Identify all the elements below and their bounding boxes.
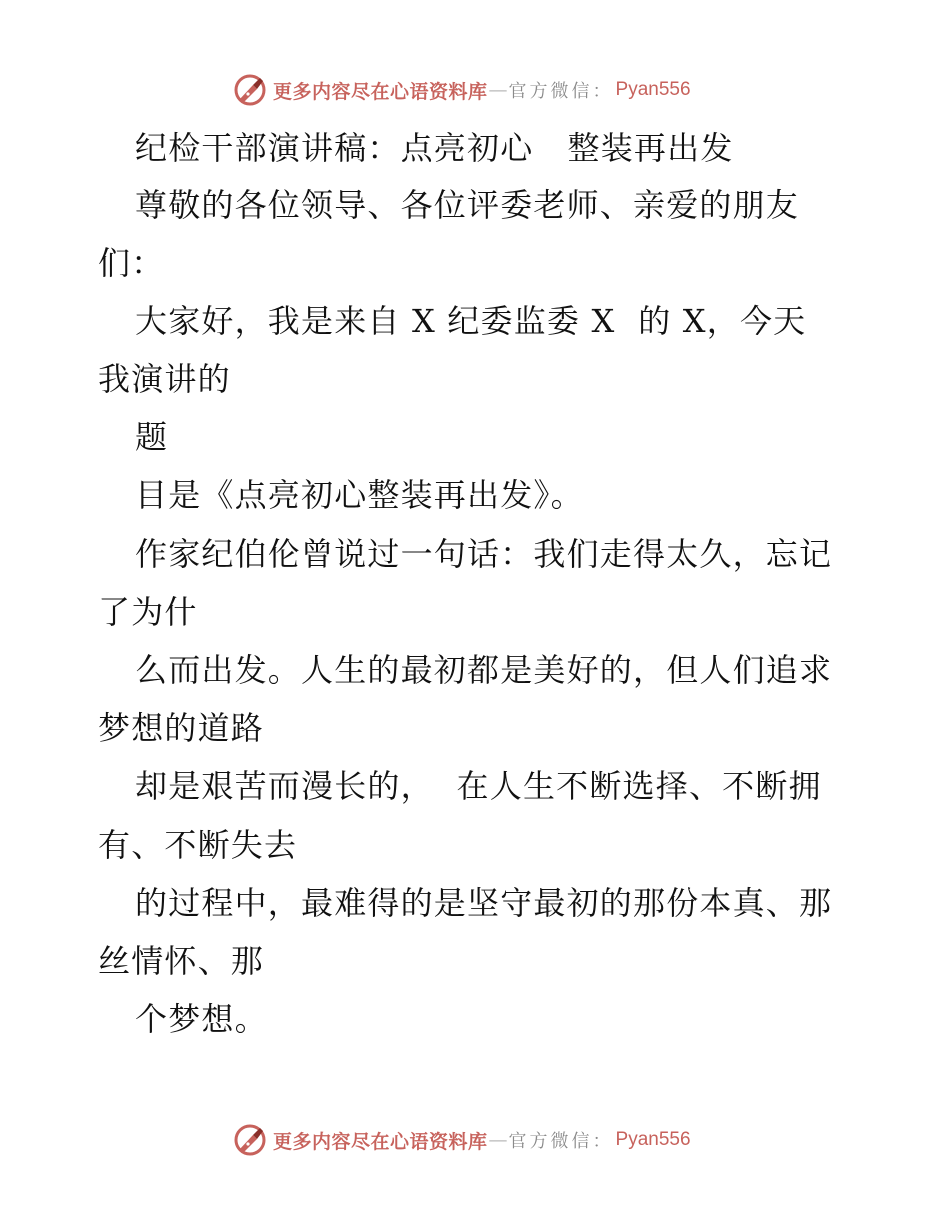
pen-nib-logo-icon: [233, 1123, 267, 1157]
paragraph-line: 尊敬的各位领导、各位评委老师、亲爱的朋友: [135, 186, 800, 224]
paragraph-line: 作家纪伯伦曾说过一句话：我们走得太久，忘记: [135, 535, 833, 573]
paragraph-line: 有、不断失去: [98, 826, 298, 864]
paragraph-line: 大家好，我是来自 X 纪委监委 X 的 X，今天: [135, 302, 807, 340]
footer-official-label: 官方微信：: [508, 1131, 614, 1152]
pen-nib-logo-icon: [233, 73, 267, 107]
paragraph-line: 个梦想。: [135, 1000, 268, 1038]
paragraph-line: 的过程中，最难得的是坚守最初的那份本真、那: [135, 884, 833, 922]
paragraph-line: 却是艰苦而漫长的， 在人生不断选择、不断拥: [135, 767, 822, 805]
header-banner: [233, 72, 691, 108]
paragraph-line: 梦想的道路: [98, 709, 265, 747]
footer-banner: [233, 1122, 691, 1158]
footer-dash: —: [488, 1129, 508, 1151]
paragraph-line: 了为什: [98, 593, 198, 631]
paragraph-line: 我演讲的: [98, 360, 231, 398]
header-dash: —: [488, 79, 508, 101]
paragraph-line: 丝情怀、那: [98, 942, 265, 980]
header-official-label: 官方微信：: [508, 81, 614, 102]
paragraph-line: 目是《点亮初心整装再出发》。: [135, 476, 584, 514]
footer-wechat-handle: Pyan556: [615, 1129, 691, 1150]
header-wechat-handle: Pyan556: [615, 79, 691, 100]
paragraph-line: 们：: [98, 244, 165, 282]
header-brand-text: 更多内容尽在心语资料库: [273, 80, 488, 103]
document-title: 纪检干部演讲稿：点亮初心 整装再出发: [135, 129, 734, 167]
paragraph-line: 题: [135, 418, 169, 456]
footer-brand-text: 更多内容尽在心语资料库: [273, 1130, 488, 1153]
paragraph-line: 么而出发。人生的最初都是美好的，但人们追求: [135, 651, 833, 689]
